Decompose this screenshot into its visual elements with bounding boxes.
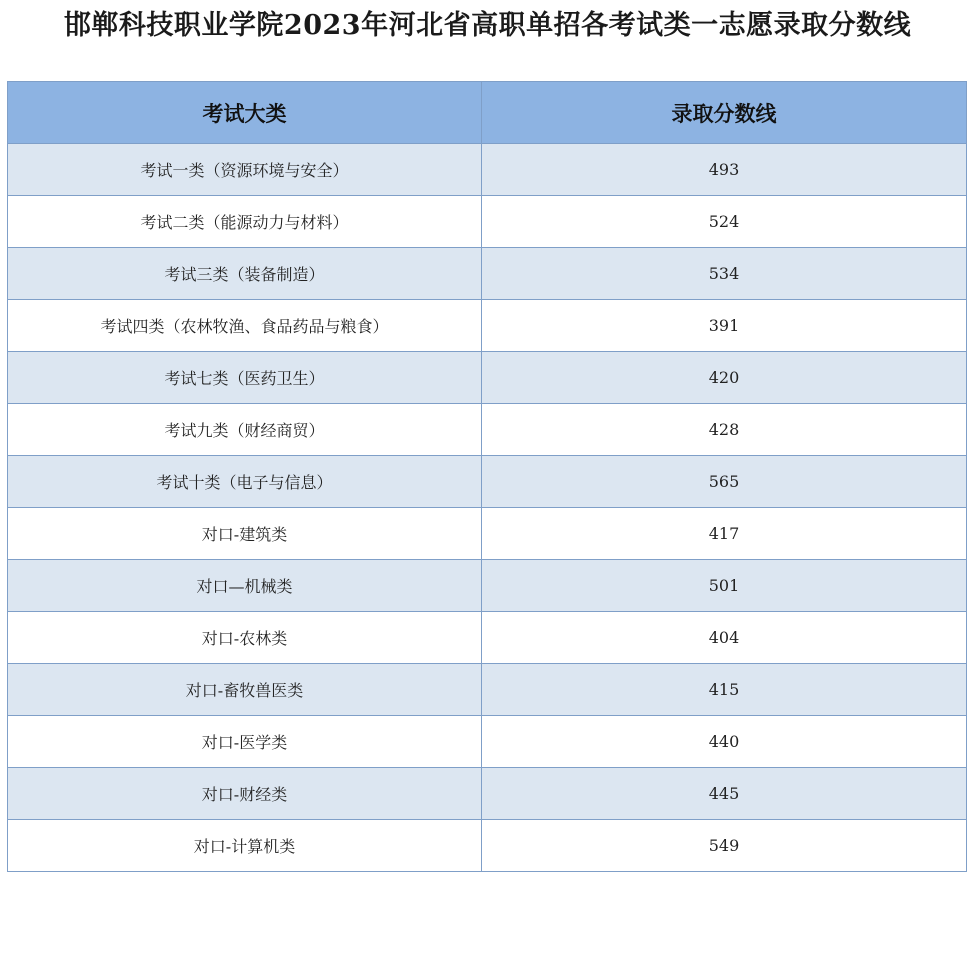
- page-title: 邯郸科技职业学院2023年河北省高职单招各考试类一志愿录取分数线: [63, 10, 912, 41]
- score-cell: 524: [482, 196, 967, 248]
- table-row: [8, 664, 967, 716]
- category-cell: 考试二类（能源动力与材料）: [8, 196, 482, 248]
- score-cell: 534: [482, 248, 967, 300]
- category-cell: 考试九类（财经商贸）: [8, 404, 482, 456]
- score-cell: 565: [482, 456, 967, 508]
- table-row: [8, 612, 967, 664]
- score-cell: 415: [482, 664, 967, 716]
- score-cell: 428: [482, 404, 967, 456]
- category-cell: 考试四类（农林牧渔、食品药品与粮食）: [8, 300, 482, 352]
- category-cell: 对口-农林类: [8, 612, 482, 664]
- category-cell: 考试七类（医药卫生）: [8, 352, 482, 404]
- table-row: [8, 248, 967, 300]
- score-cell: 417: [482, 508, 967, 560]
- score-cell: 493: [482, 144, 967, 196]
- score-cell: 440: [482, 716, 967, 768]
- column-header-score: 录取分数线: [482, 82, 967, 144]
- score-cell: 420: [482, 352, 967, 404]
- table-row: [8, 196, 967, 248]
- score-cell: 445: [482, 768, 967, 820]
- category-cell: 对口-计算机类: [8, 820, 482, 872]
- category-cell: 对口-财经类: [8, 768, 482, 820]
- column-header-category: 考试大类: [8, 82, 482, 144]
- table-row: [8, 300, 967, 352]
- category-cell: 对口-畜牧兽医类: [8, 664, 482, 716]
- score-cell: 549: [482, 820, 967, 872]
- score-cell: 391: [482, 300, 967, 352]
- score-table: [7, 81, 967, 872]
- table-row: [8, 508, 967, 560]
- table-row: [8, 456, 967, 508]
- category-cell: 对口—机械类: [8, 560, 482, 612]
- table-row: [8, 352, 967, 404]
- category-cell: 考试三类（装备制造）: [8, 248, 482, 300]
- category-cell: 对口-建筑类: [8, 508, 482, 560]
- category-cell: 对口-医学类: [8, 716, 482, 768]
- table-header-row: [8, 82, 967, 144]
- table-row: [8, 716, 967, 768]
- score-cell: 501: [482, 560, 967, 612]
- table-row: [8, 144, 967, 196]
- category-cell: 考试一类（资源环境与安全）: [8, 144, 482, 196]
- score-cell: 404: [482, 612, 967, 664]
- table-row: [8, 404, 967, 456]
- category-cell: 考试十类（电子与信息）: [8, 456, 482, 508]
- table-row: [8, 768, 967, 820]
- table-row: [8, 560, 967, 612]
- table-row: [8, 820, 967, 872]
